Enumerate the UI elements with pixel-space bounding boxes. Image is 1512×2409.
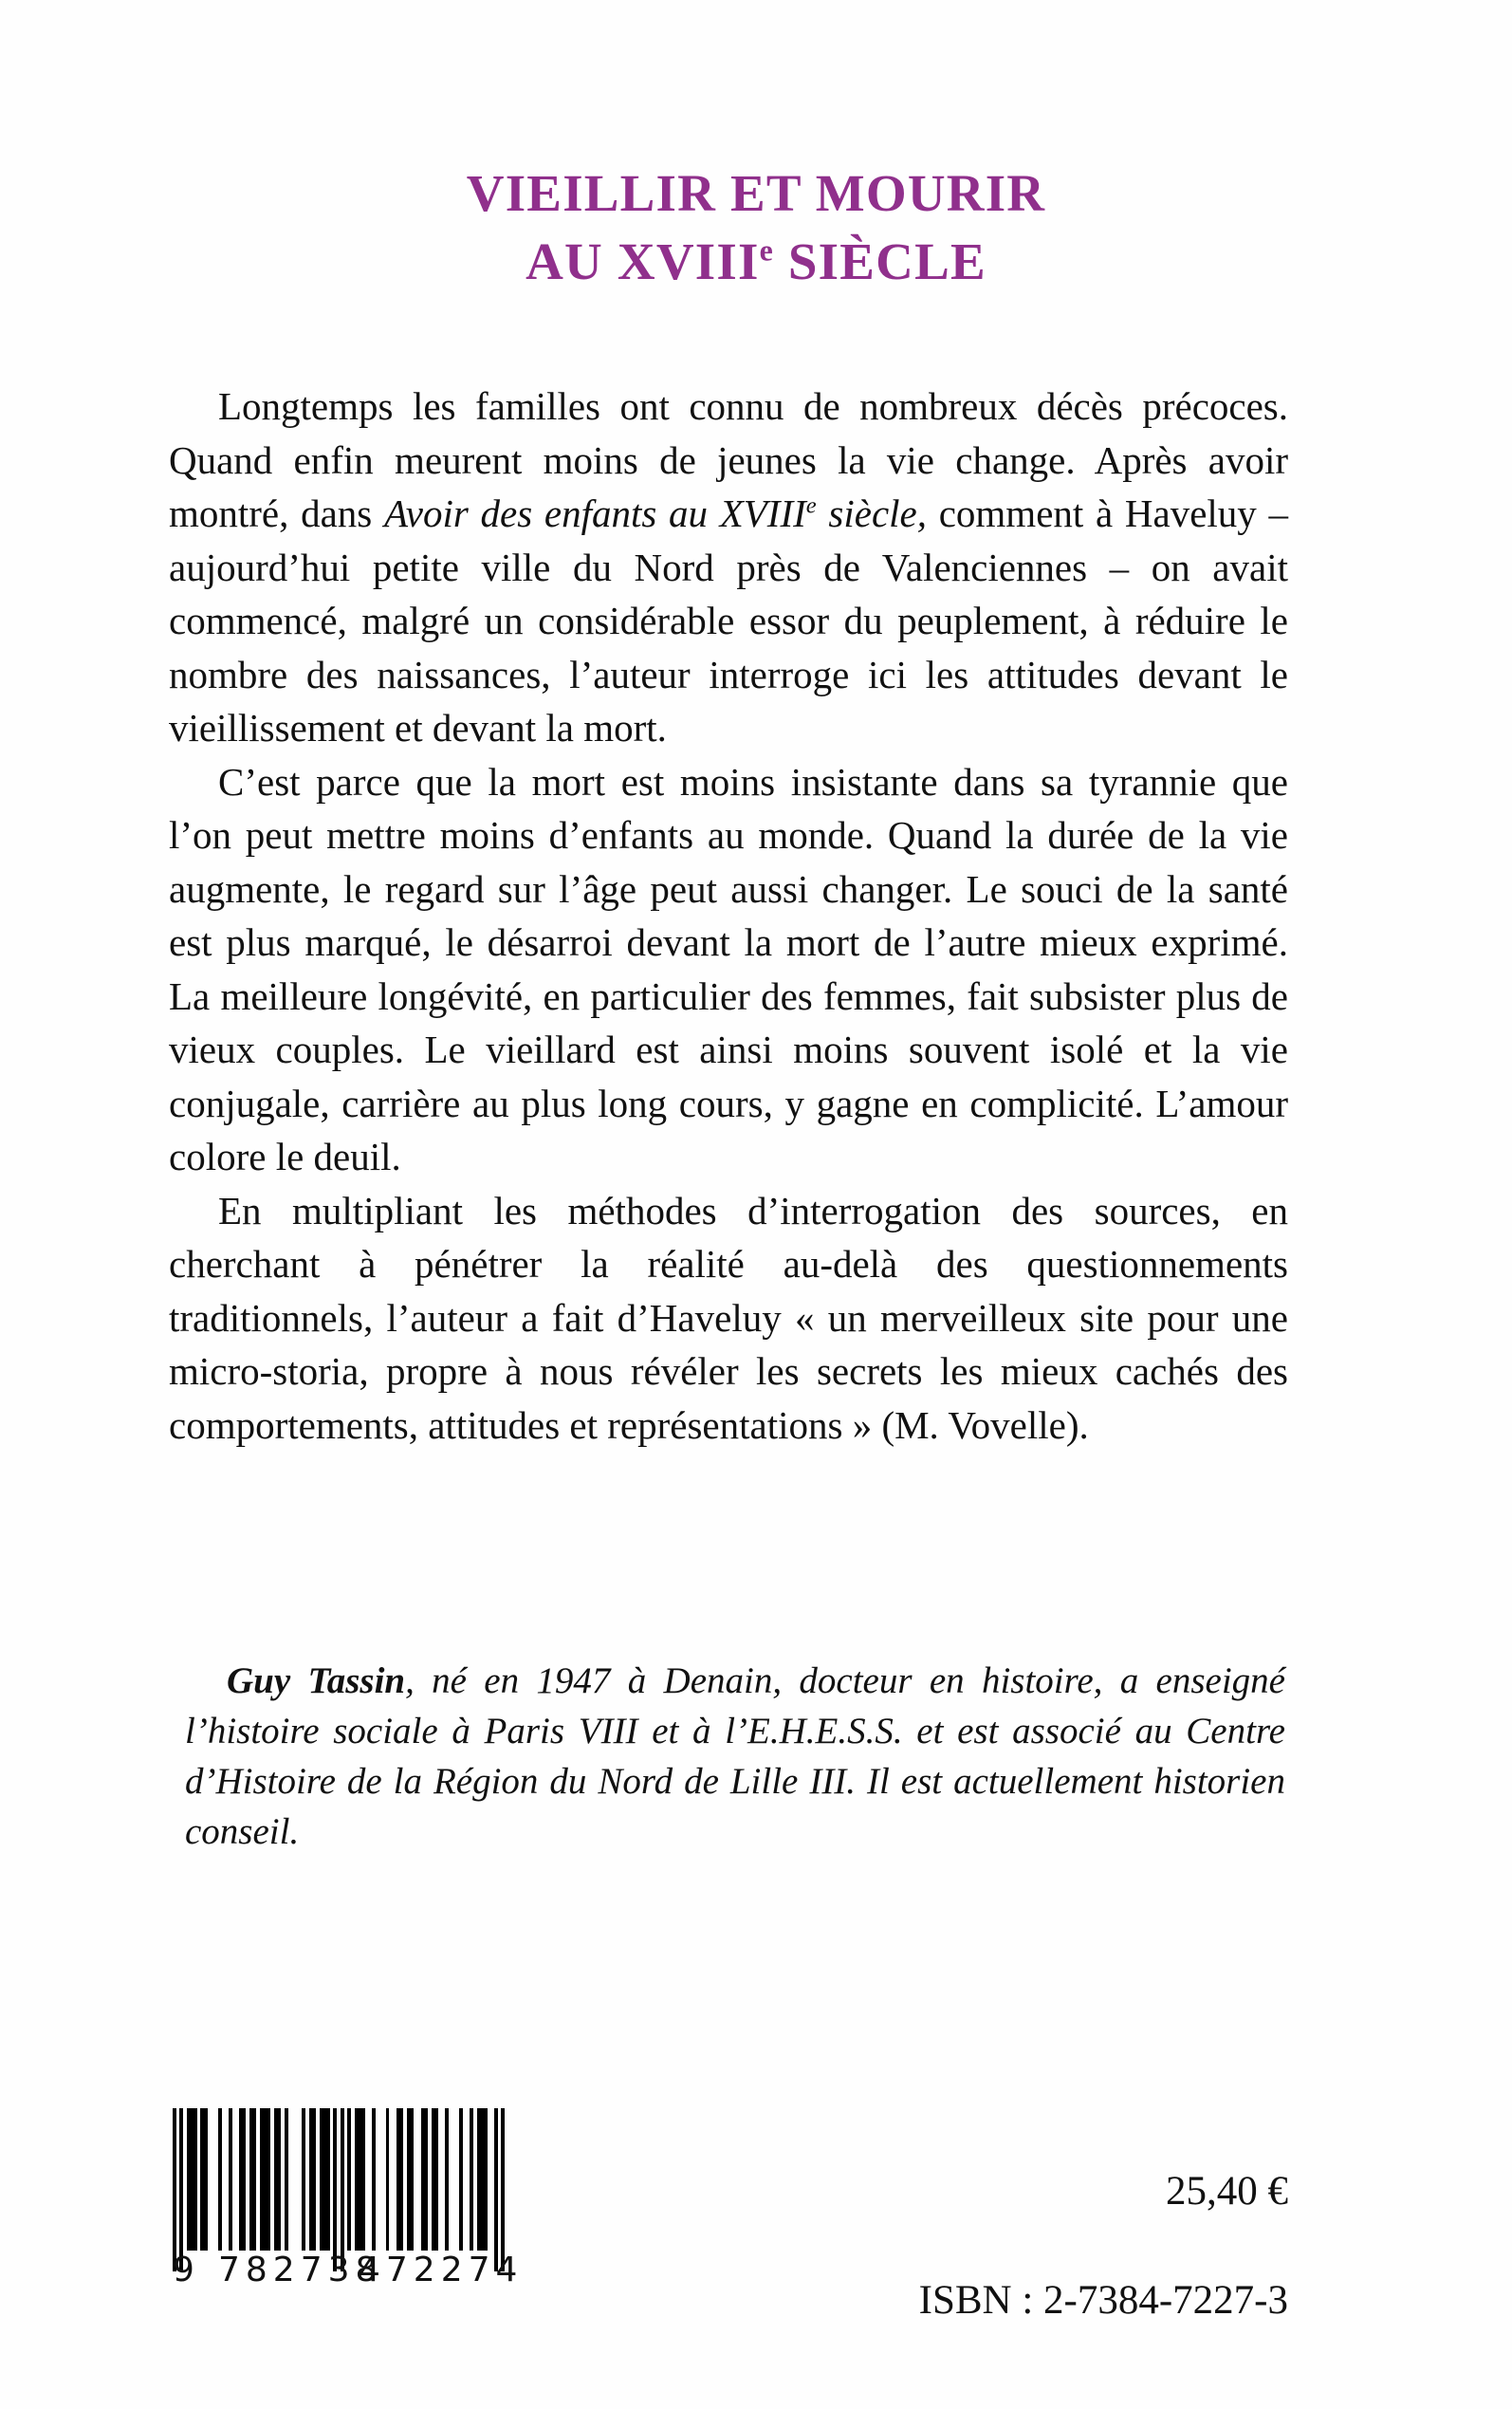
paragraph-1-tail: comment à Haveluy – aujourd’hui petite ville du Nord près de Valenciennes – on avait commencé, malgré un considérable essor du peuplement, à réduire le nombre des naissances, l’auteur interroge ici les attitudes devant le vieillissement et devant la mort. — [169, 491, 1288, 750]
title-line-2 — [0, 228, 1512, 296]
paragraph-3-text: En multipliant les méthodes d’interrogation des sources, en cherchant à pénétrer la réalité au-delà des questionnements traditionnels, l’auteur a fait d’Haveluy « un merveilleux site pour une micro-storia, propre à nous révéler les secrets les mieux cachés des comportements, attitudes et représentations » (M. Vovelle). — [169, 1188, 1288, 1447]
isbn-label: ISBN : 2-7384-7227-3 — [918, 2278, 1288, 2323]
author-name: Guy Tassin — [227, 1660, 406, 1701]
paragraph-2-text: C’est parce que la mort est moins insistante dans sa tyrannie que l’on peut mettre moins d’enfants au monde. Quand la durée de la vie augmente, le regard sur l’âge peut aussi changer. Le souci de la santé est plus marqué, le désarroi devant la mort de l’autre mieux exprimé. La meilleure longévité, en particulier des femmes, fait subsister plus de vieux couples. Le vieillard est ainsi moins souvent isolé et la vie conjugale, carrière au plus long cours, y gagne en complicité. L’amour colore le deuil. — [169, 759, 1288, 1178]
price-label: 25,40 € — [1166, 2169, 1288, 2214]
ean13-barcode — [173, 2108, 524, 2289]
referenced-book-title: Avoir des enfants au XVIII — [383, 491, 806, 535]
blurb-paragraph-2 — [169, 755, 1288, 1184]
barcode-digits — [173, 2251, 524, 2289]
book-title — [0, 159, 1512, 296]
blurb-paragraph-3 — [169, 1184, 1288, 1453]
barcode-bars — [173, 2108, 505, 2251]
author-bio-paragraph — [185, 1656, 1285, 1857]
paragraph-1-lead: Longtemps les familles ont connu de nombreux décès précoces. Quand enfin meurent moins de jeunes la vie change. Après avoir montré, dans — [169, 384, 1288, 535]
author-bio-text: , né en 1947 à Denain, docteur en histoire, a enseigné l’histoire sociale à Paris VIII et à l’E.H.E.S.S. et est associé au Centre d’Histoire de la Région du Nord de Lille III. Il est actuellement historien conseil. — [185, 1660, 1285, 1852]
referenced-book-title-superscript: e — [805, 492, 817, 519]
barcode-left-group: 782738 — [218, 2251, 383, 2289]
barcode-lead-digit: 9 — [173, 2251, 195, 2289]
title-line-2-suffix: SIÈCLE — [773, 232, 986, 290]
referenced-book-title-cont: siècle, — [816, 491, 927, 535]
author-bio — [185, 1656, 1285, 1857]
blurb-paragraph-1 — [169, 380, 1288, 755]
title-line-1: VIEILLIR ET MOURIR — [466, 164, 1046, 222]
blurb-text — [169, 380, 1288, 1452]
barcode-right-group: 472274 — [359, 2251, 524, 2289]
title-line-2-superscript: e — [759, 233, 774, 268]
title-line-2-text: AU XVIII — [526, 232, 760, 290]
